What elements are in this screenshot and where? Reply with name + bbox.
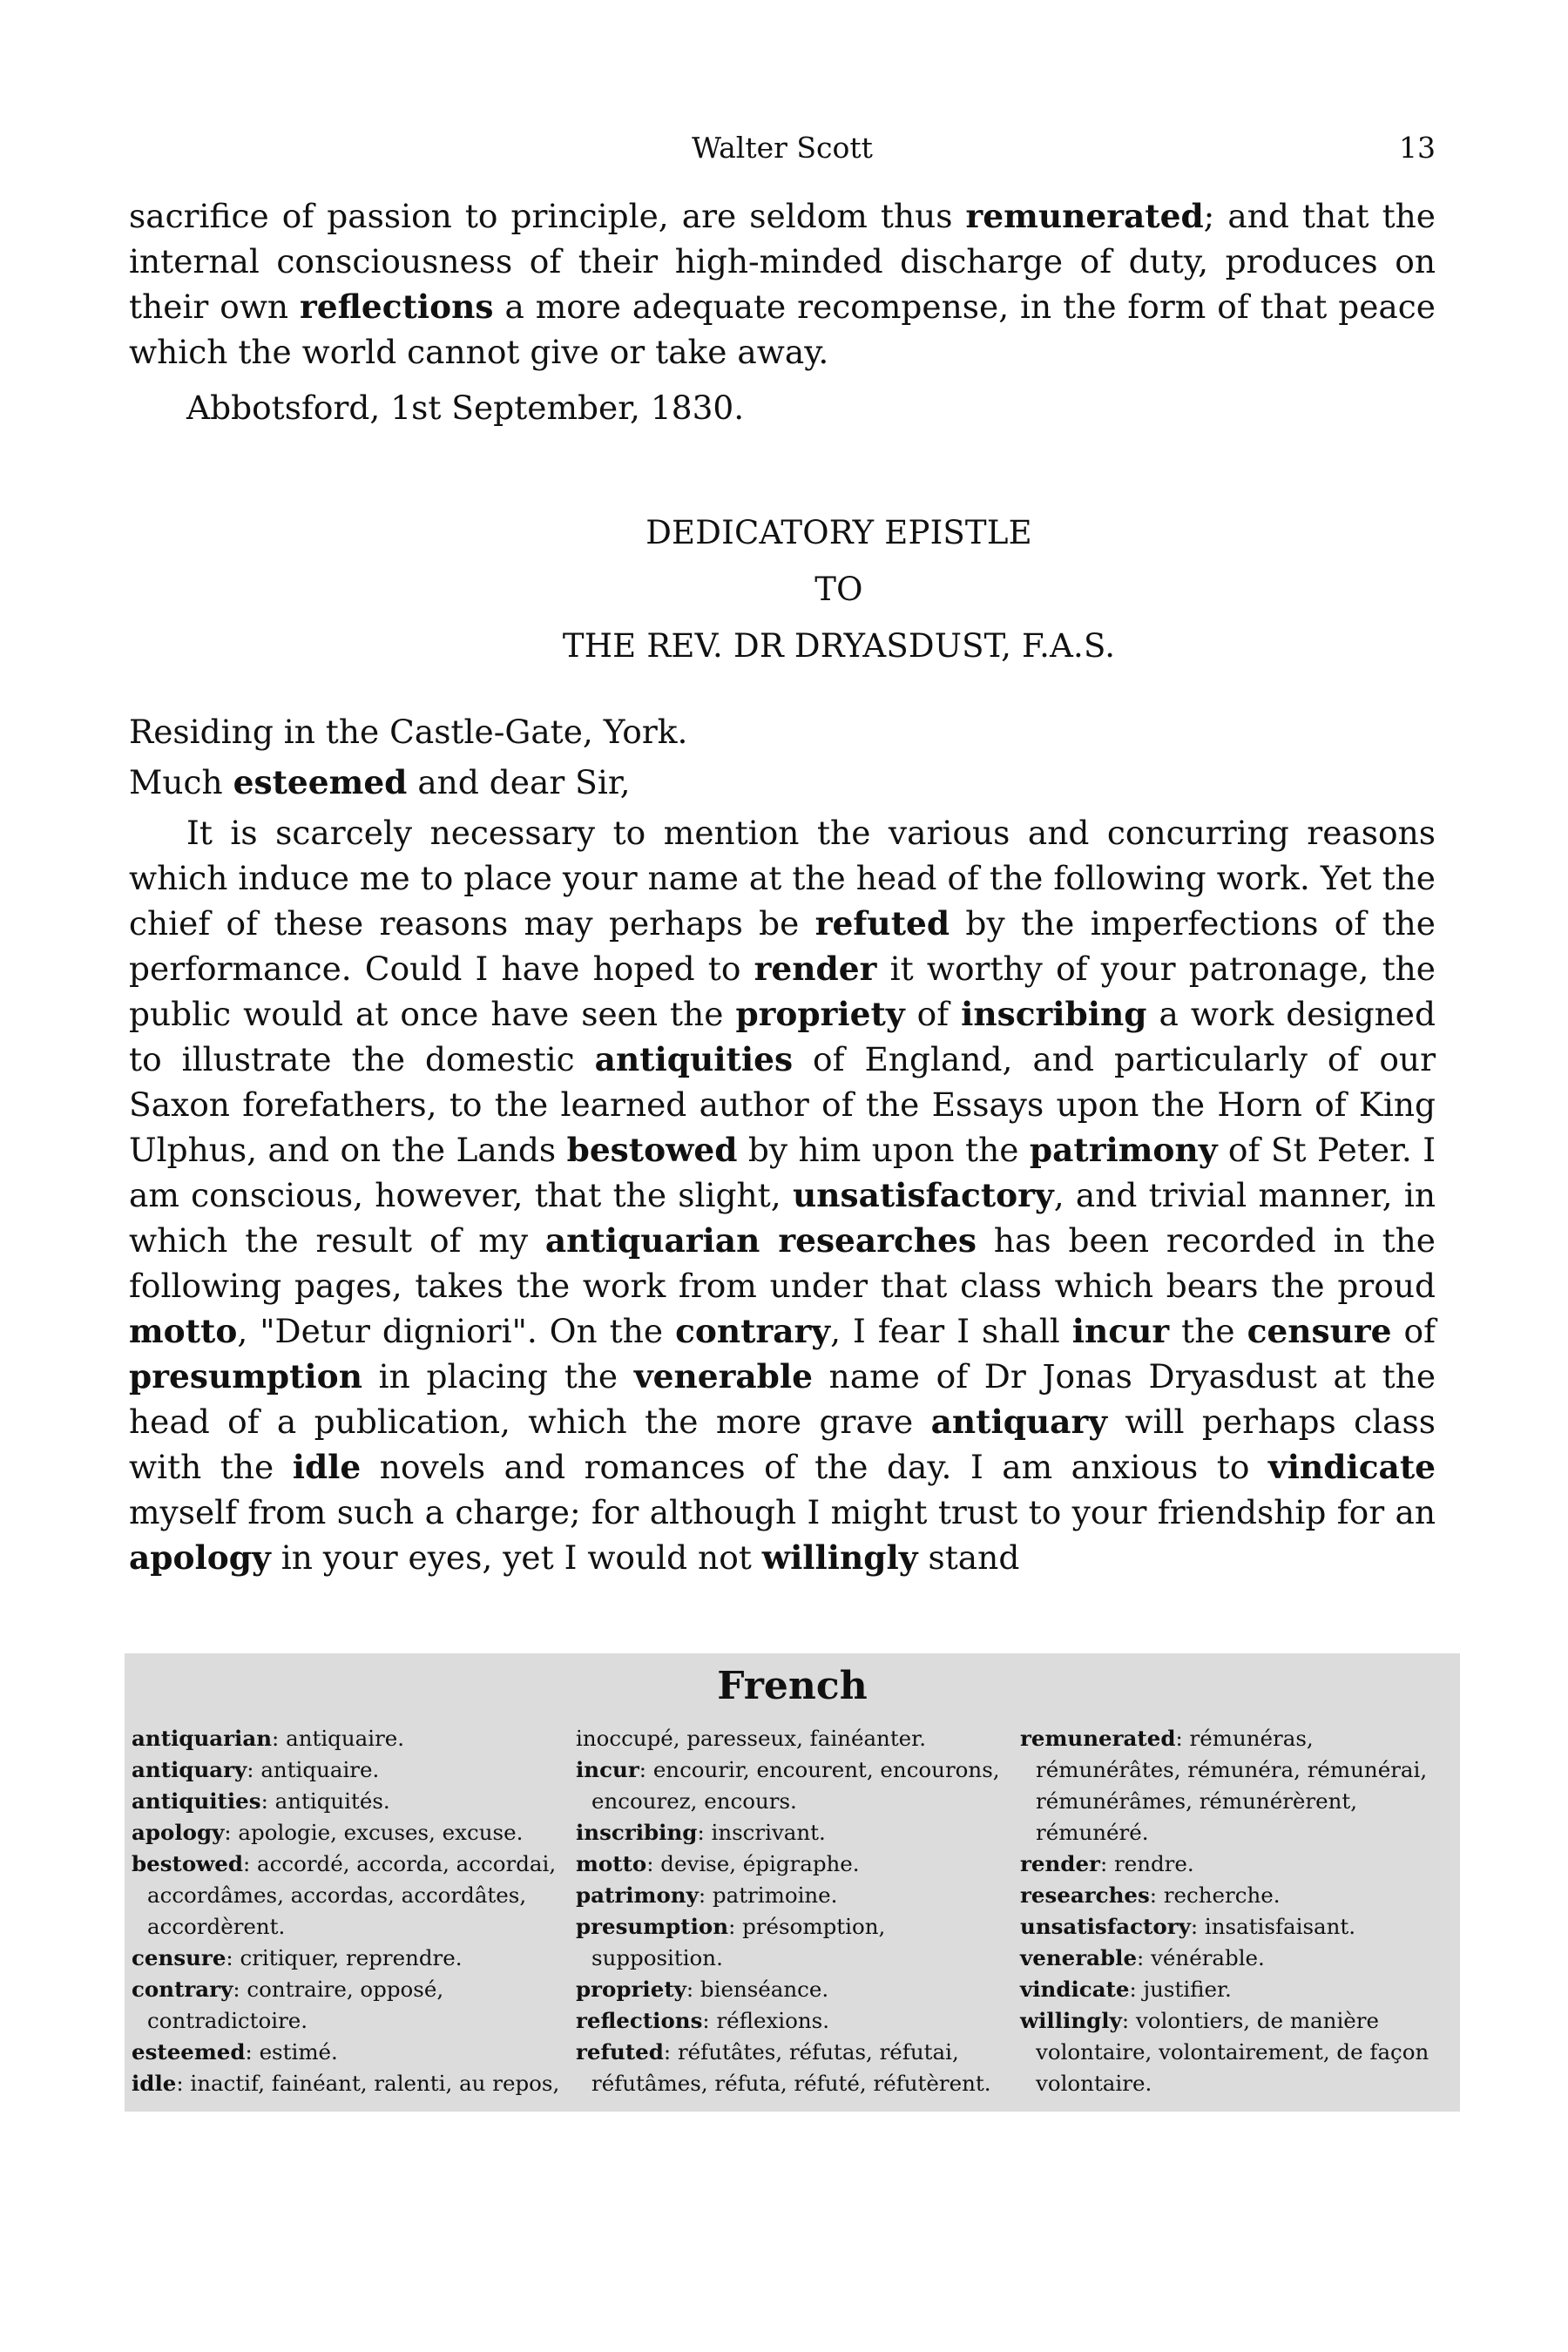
glossary-term: bestowed <box>132 1851 243 1876</box>
epistle-heading <box>129 504 1436 674</box>
glossary-entry <box>132 1723 571 1754</box>
glossary-separator: : <box>272 1726 287 1751</box>
glossary-definition: présomption, supposition. <box>591 1914 886 1970</box>
glossary-entry <box>1020 2005 1460 2099</box>
glossary-entry <box>1020 1911 1460 1943</box>
glossary-term: idle <box>132 2071 177 2096</box>
address-line: Residing in the Castle-Gate, York. <box>129 713 688 751</box>
glossary-definition: critiquer, reprendre. <box>240 1945 463 1970</box>
glossary-word: remunerated <box>965 197 1204 235</box>
glossary-separator: : <box>1129 1977 1144 2002</box>
body-text <box>129 193 1436 1591</box>
glossary-word: bestowed <box>566 1131 738 1169</box>
text-run: has been recorded in the following pages, takes the work from under that class which bears the proud <box>129 1221 1436 1305</box>
glossary-entry <box>576 2037 1016 2099</box>
glossary-entry <box>1020 1943 1460 1974</box>
glossary-word: reflections <box>300 287 494 326</box>
glossary-word: incur <box>1071 1312 1170 1350</box>
glossary-separator: : <box>646 1851 661 1876</box>
text-run: and dear Sir, <box>407 763 631 801</box>
glossary-separator: : <box>728 1914 743 1939</box>
glossary-definition: volontiers, de manière volontaire, volontairement, de façon volontaire. <box>1036 2008 1429 2096</box>
glossary-separator: : <box>702 2008 717 2033</box>
text-run: , I fear I shall <box>830 1312 1072 1350</box>
glossary-separator: : <box>247 1757 261 1782</box>
glossary-entry <box>132 1786 571 1817</box>
glossary-separator: : <box>226 1945 240 1970</box>
glossary-title: French <box>717 1664 868 1708</box>
glossary-word: idle <box>292 1448 362 1486</box>
glossary-separator: : <box>686 1977 700 2002</box>
glossary-word: patrimony <box>1029 1131 1218 1169</box>
text-run: myself from such a charge; for although I might trust to your friendship for an <box>129 1493 1436 1531</box>
glossary-definition: bienséance. <box>700 1977 829 2002</box>
glossary-separator: : <box>242 1851 258 1876</box>
glossary-separator: : <box>639 1757 653 1782</box>
glossary-term: antiquities <box>132 1788 261 1814</box>
glossary-term: willingly <box>1020 2008 1122 2033</box>
text-run: will perhaps class with the <box>129 1402 1436 1486</box>
heading-line: TO <box>814 571 863 608</box>
glossary-word: motto <box>129 1312 238 1350</box>
glossary-definition: inoccupé, paresseux, fainéanter. <box>576 1726 926 1751</box>
glossary-column <box>576 1723 1016 2099</box>
text-run: of England, and particularly of our Saxon forefathers, to the learned author of the Essays upon the Horn of King Ulphus, and on the Lands <box>129 1040 1436 1169</box>
glossary-definition: rémunéras, rémunérâtes, rémunéra, rémunérai, rémunérâmes, rémunérèrent, rémunéré. <box>1036 1726 1428 1845</box>
opening-paragraph <box>129 193 1436 375</box>
text-run: ; and that the internal consciousness of their high-minded discharge of duty, produces on their own <box>129 197 1436 326</box>
glossary-definition: réflexions. <box>716 2008 830 2033</box>
glossary-word: vindicate <box>1267 1448 1436 1486</box>
glossary-entry <box>576 1911 1016 1974</box>
glossary-term: researches <box>1020 1882 1150 1908</box>
glossary-word: contrary <box>675 1312 831 1350</box>
text-run: novels and romances of the day. I am anxious to <box>361 1448 1268 1486</box>
glossary-term: refuted <box>576 2039 664 2065</box>
glossary-word: esteemed <box>233 763 408 801</box>
glossary-term: motto <box>576 1851 647 1876</box>
glossary-definition: vénérable. <box>1151 1945 1265 1970</box>
glossary-term: venerable <box>1020 1945 1138 1970</box>
signoff: Abbotsford, 1st September, 1830. <box>186 389 745 427</box>
glossary-separator: : <box>260 1788 275 1814</box>
glossary-definition: antiquaire. <box>286 1726 405 1751</box>
heading-line: DEDICATORY EPISTLE <box>645 514 1032 551</box>
glossary-word: antiquarian researches <box>544 1221 977 1260</box>
glossary-term: unsatisfactory <box>1020 1914 1191 1939</box>
glossary-term: reflections <box>576 2008 703 2033</box>
glossary-entry <box>132 2037 571 2068</box>
glossary-word: refuted <box>814 904 950 943</box>
glossary-entry <box>1020 1723 1460 1848</box>
glossary-entry <box>576 1817 1016 1848</box>
glossary-separator: : <box>663 2039 678 2065</box>
glossary-separator: : <box>1099 1851 1114 1876</box>
glossary-definition: devise, épigraphe. <box>660 1851 860 1876</box>
letter-paragraph <box>129 810 1436 1580</box>
text-run: a work designed to illustrate the domestic <box>129 995 1436 1078</box>
glossary-definition: réfutâtes, réfutas, réfutai, réfutâmes, réfuta, réfuté, réfutèrent. <box>591 2039 991 2096</box>
glossary-term: incur <box>576 1757 639 1782</box>
glossary-definition: accordé, accorda, accordai, accordâmes, accordas, accordâtes, accordèrent. <box>147 1851 557 1939</box>
glossary-word: presumption <box>129 1357 362 1396</box>
french-glossary <box>125 1653 1460 2112</box>
glossary-entry <box>576 1848 1016 1880</box>
glossary-term: antiquary <box>132 1757 247 1782</box>
page-number: 13 <box>1399 131 1436 165</box>
glossary-definition: recherche. <box>1163 1882 1281 1908</box>
glossary-definition: contraire, opposé, contradictoire. <box>147 1977 444 2033</box>
glossary-definition: rendre. <box>1113 1851 1194 1876</box>
glossary-entry <box>132 1943 571 1974</box>
text-run: It is scarcely necessary to mention the various and concurring reasons which induce me to place your name at the head of the following work. Yet the chief of these reasons may perhaps be <box>129 814 1436 943</box>
glossary-entry <box>132 1848 571 1943</box>
glossary-definition: estimé. <box>259 2039 338 2065</box>
glossary-definition: antiquaire. <box>260 1757 380 1782</box>
glossary-entry <box>1020 1848 1460 1880</box>
glossary-definition: inactif, fainéant, ralenti, au repos, <box>190 2071 560 2096</box>
glossary-term: antiquarian <box>132 1726 273 1751</box>
text-run: sacrifice of passion to principle, are seldom thus <box>129 197 966 235</box>
glossary-term: censure <box>132 1945 226 1970</box>
glossary-column <box>132 1723 571 2099</box>
glossary-term: vindicate <box>1020 1977 1130 2002</box>
glossary-separator: : <box>697 1820 712 1845</box>
running-header <box>129 127 1436 169</box>
glossary-word: apology <box>129 1538 271 1577</box>
text-run: in placing the <box>362 1357 634 1396</box>
glossary-separator: : <box>1121 2008 1136 2033</box>
salutation <box>129 760 1436 805</box>
glossary-definition: patrimoine. <box>712 1882 838 1908</box>
glossary-word: venerable <box>633 1357 813 1396</box>
glossary-word: antiquary <box>930 1402 1108 1441</box>
glossary-entry <box>132 2068 571 2099</box>
glossary-term: propriety <box>576 1977 686 2002</box>
text-run: , and trivial manner, in which the result of my <box>129 1176 1436 1260</box>
glossary-definition: insatisfaisant. <box>1204 1914 1356 1939</box>
glossary-definition: antiquités. <box>274 1788 390 1814</box>
glossary-entry <box>576 1880 1016 1911</box>
glossary-separator: : <box>1175 1726 1190 1751</box>
glossary-separator: : <box>224 1820 239 1845</box>
glossary-entry <box>576 2005 1016 2037</box>
glossary-entry <box>576 1974 1016 2005</box>
glossary-term: apology <box>132 1820 225 1845</box>
glossary-definition: justifier. <box>1143 1977 1232 2002</box>
glossary-entry <box>576 1754 1016 1817</box>
glossary-term: esteemed <box>132 2039 246 2065</box>
glossary-entry <box>132 1754 571 1786</box>
glossary-word: unsatisfactory <box>792 1176 1054 1214</box>
glossary-term: inscribing <box>576 1820 698 1845</box>
text-run: stand <box>917 1538 1020 1577</box>
glossary-term: patrimony <box>576 1882 699 1908</box>
heading-line: THE REV. DR DRYASDUST, F.A.S. <box>562 627 1116 665</box>
text-run: name of Dr Jonas Dryasdust at the head of a publication, which the more grave <box>129 1357 1436 1441</box>
text-run: in your eyes, yet I would not <box>270 1538 762 1577</box>
glossary-entry <box>132 1974 571 2037</box>
glossary-term: render <box>1020 1851 1100 1876</box>
glossary-word: render <box>754 950 877 988</box>
glossary-term: remunerated <box>1020 1726 1176 1751</box>
text-run: of St Peter. I am conscious, however, that the slight, <box>129 1131 1436 1214</box>
text-run: by him upon the <box>737 1131 1030 1169</box>
glossary-separator: : <box>1137 1945 1152 1970</box>
glossary-term: contrary <box>132 1977 233 2002</box>
glossary-definition: apologie, excuses, excuse. <box>238 1820 524 1845</box>
glossary-separator: : <box>233 1977 247 2002</box>
glossary-entry <box>132 1817 571 1848</box>
glossary-entry <box>576 1723 1016 1754</box>
glossary-word: censure <box>1247 1312 1392 1350</box>
glossary-column <box>1020 1723 1460 2099</box>
glossary-word: antiquities <box>594 1040 794 1078</box>
glossary-word: inscribing <box>961 995 1147 1033</box>
glossary-separator: : <box>698 1882 713 1908</box>
glossary-term: presumption <box>576 1914 729 1939</box>
text-run: of <box>904 995 962 1033</box>
text-run: it worthy of your patronage, the public would at once have seen the <box>129 950 1436 1033</box>
text-run: of <box>1391 1312 1436 1350</box>
glossary-entry <box>1020 1974 1460 2005</box>
text-run: a more adequate recompense, in the form of that peace which the world cannot give or take away. <box>129 287 1436 371</box>
text-run: Much <box>129 763 233 801</box>
running-title: Walter Scott <box>692 131 873 165</box>
glossary-separator: : <box>176 2071 191 2096</box>
glossary-definition: encourir, encourent, encourons, encourez, encours. <box>591 1757 1000 1814</box>
glossary-definition: inscrivant. <box>711 1820 826 1845</box>
text-run: by the imperfections of the performance. Could I have hoped to <box>129 904 1436 988</box>
glossary-separator: : <box>245 2039 260 2065</box>
glossary-entry <box>1020 1880 1460 1911</box>
text-run: the <box>1169 1312 1247 1350</box>
glossary-word: propriety <box>735 995 905 1033</box>
glossary-separator: : <box>1149 1882 1164 1908</box>
glossary-separator: : <box>1190 1914 1205 1939</box>
glossary-columns <box>125 1723 1460 2106</box>
glossary-word: willingly <box>761 1538 918 1577</box>
text-run: , "Detur digniori". On the <box>237 1312 676 1350</box>
